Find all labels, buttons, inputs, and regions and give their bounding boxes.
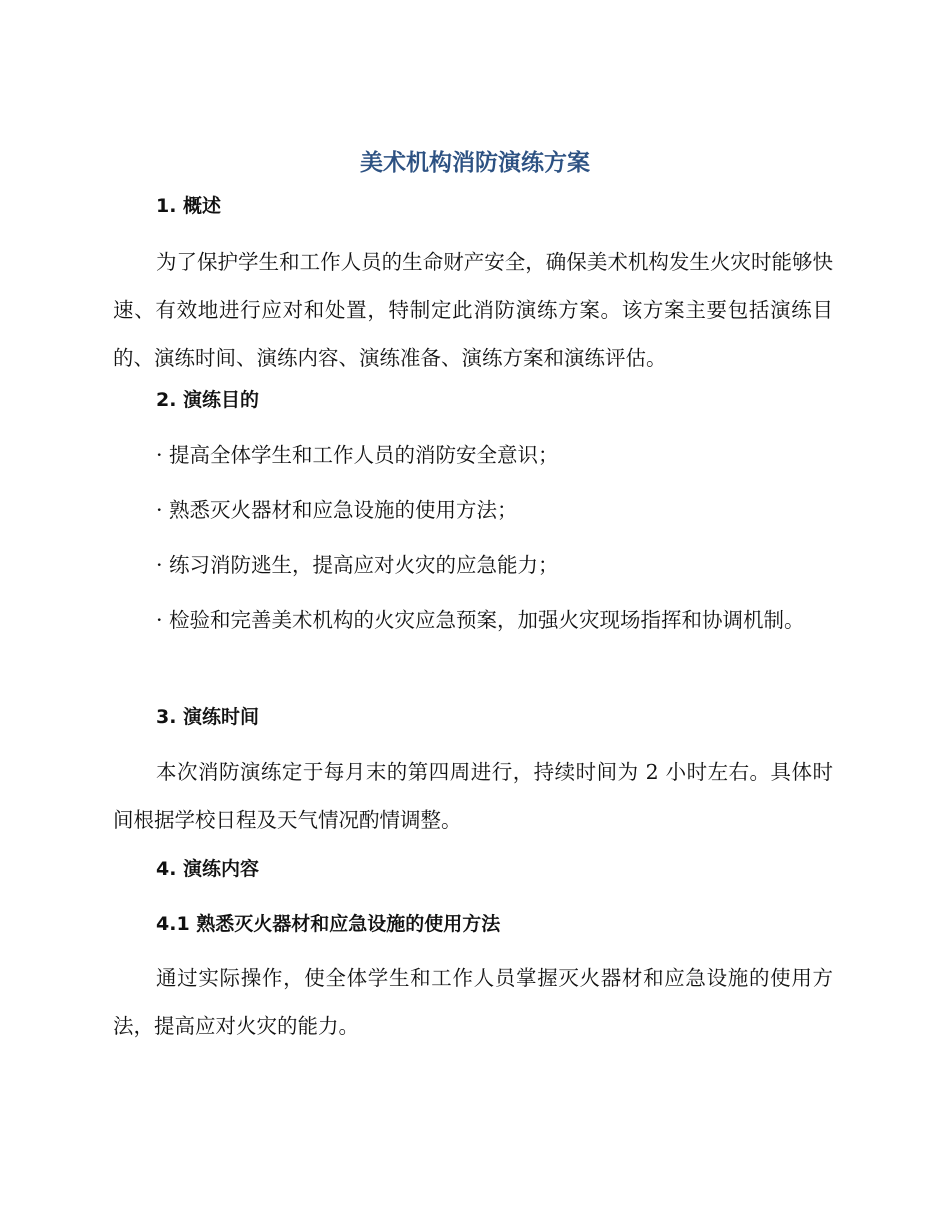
purpose-item: · 检验和完善美术机构的火灾应急预案，加强火灾现场指挥和协调机制。: [156, 608, 805, 632]
overview-paragraph: 为了保护学生和工作人员的生命财产安全，确保美术机构发生火灾时能够快速、有效地进行应对和处置，特制定此消防演练方案。该方案主要包括演练目的、演练时间、演练内容、演练准备、演练方案和演练评估。: [113, 250, 833, 370]
subsection-heading-equipment: 4.1 熟悉灭火器材和应急设施的使用方法: [156, 913, 501, 935]
section-heading-time: 3. 演练时间: [156, 706, 260, 728]
section-heading-overview: 1. 概述: [156, 195, 222, 217]
purpose-item: · 练习消防逃生，提高应对火灾的应急能力；: [156, 553, 559, 577]
time-paragraph: 本次消防演练定于每月末的第四周进行，持续时间为 2 小时左右。具体时间根据学校日程及天气情况酌情调整。: [113, 760, 833, 832]
section-heading-content: 4. 演练内容: [156, 858, 260, 880]
section-heading-purpose: 2. 演练目的: [156, 389, 260, 411]
purpose-item: · 提高全体学生和工作人员的消防安全意识；: [156, 443, 559, 467]
document-title: 美术机构消防演练方案: [360, 150, 590, 176]
purpose-item: · 熟悉灭火器材和应急设施的使用方法；: [156, 498, 518, 522]
equipment-paragraph: 通过实际操作，使全体学生和工作人员掌握灭火器材和应急设施的使用方法，提高应对火灾的能力。: [113, 966, 833, 1038]
